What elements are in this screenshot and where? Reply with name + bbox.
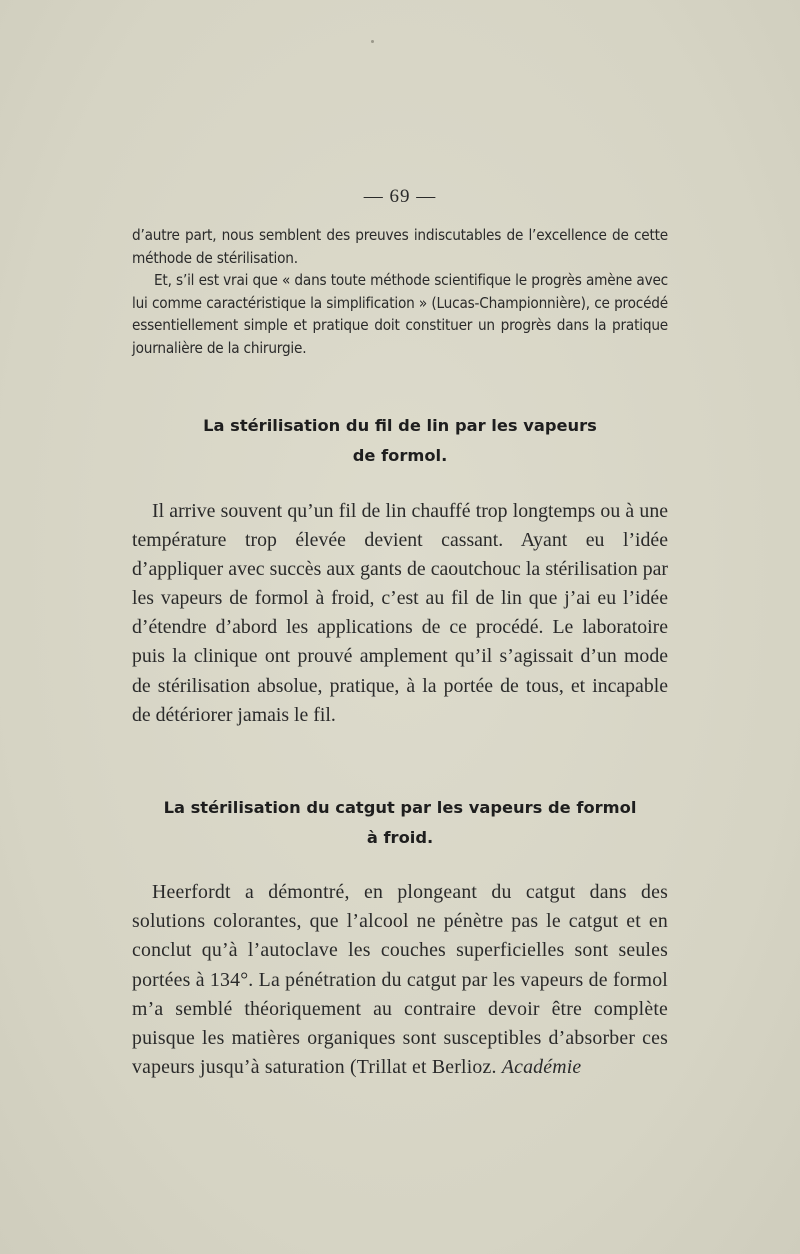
- intro-paragraph-1: d’autre part, nous semblent des preuves indiscutables de l’excellence de cette méthode de stérilisation.: [132, 226, 668, 267]
- section-1-paragraph: Il arrive souvent qu’un fil de lin chauffé trop longtemps ou à une température trop élevée devient cassant. Ayant eu l’idée d’appliquer avec succès aux gants de caoutchouc la stérilisation par les vapeurs de formol à froid, c’est au fil de lin que j’ai eu l’idée d’étendre d’abord les applications de ce procédé. Le laboratoire puis la clinique ont prouvé amplement qu’il s’agissait d’un mode de stérilisation absolue, pratique, à la portée de tous, et incapable de détériorer jamais le fil.: [132, 500, 668, 726]
- section-2-body: [132, 878, 668, 1082]
- section-1-heading: [132, 411, 668, 471]
- intro-text: [132, 224, 668, 360]
- section-2-heading-line-1: La stérilisation du catgut par les vapeurs de formol: [163, 798, 637, 817]
- section-2-paragraph: [132, 878, 668, 1082]
- section-1-body: [132, 497, 668, 730]
- paper-speck: [371, 40, 374, 43]
- section-1-heading-line-1: La stérilisation du fil de lin par les vapeurs: [203, 416, 597, 435]
- section-2-paragraph-tail: Académie: [501, 1056, 582, 1079]
- intro-paragraph-2: Et, s’il est vrai que « dans toute méthode scientifique le progrès amène avec lui comme caractéristique la simplification » (Lucas-Championnière), ce procédé essentiellement simple et pratique doit constituer un progrès dans la pratique journalière de la chirurgie.: [132, 271, 668, 357]
- section-1-heading-line-2: de formol.: [352, 446, 448, 465]
- section-2-heading-line-2: à froid.: [366, 828, 434, 847]
- page-number: — 69 —: [363, 186, 437, 207]
- section-2-heading: [132, 793, 668, 853]
- section-2-paragraph-text: Heerfordt a démontré, en plongeant du catgut dans des solutions colorantes, que l’alcool ne pénètre pas le catgut et en conclut qu’à l’autoclave les couches superficielles sont seules portées à 134°. La pénétration du catgut par les vapeurs de formol m’a semblé théoriquement au contraire devoir être complète puisque les matières organiques sont susceptibles d’absorber ces vapeurs jusqu’à saturation (Trillat et Berlioz.: [132, 881, 668, 1079]
